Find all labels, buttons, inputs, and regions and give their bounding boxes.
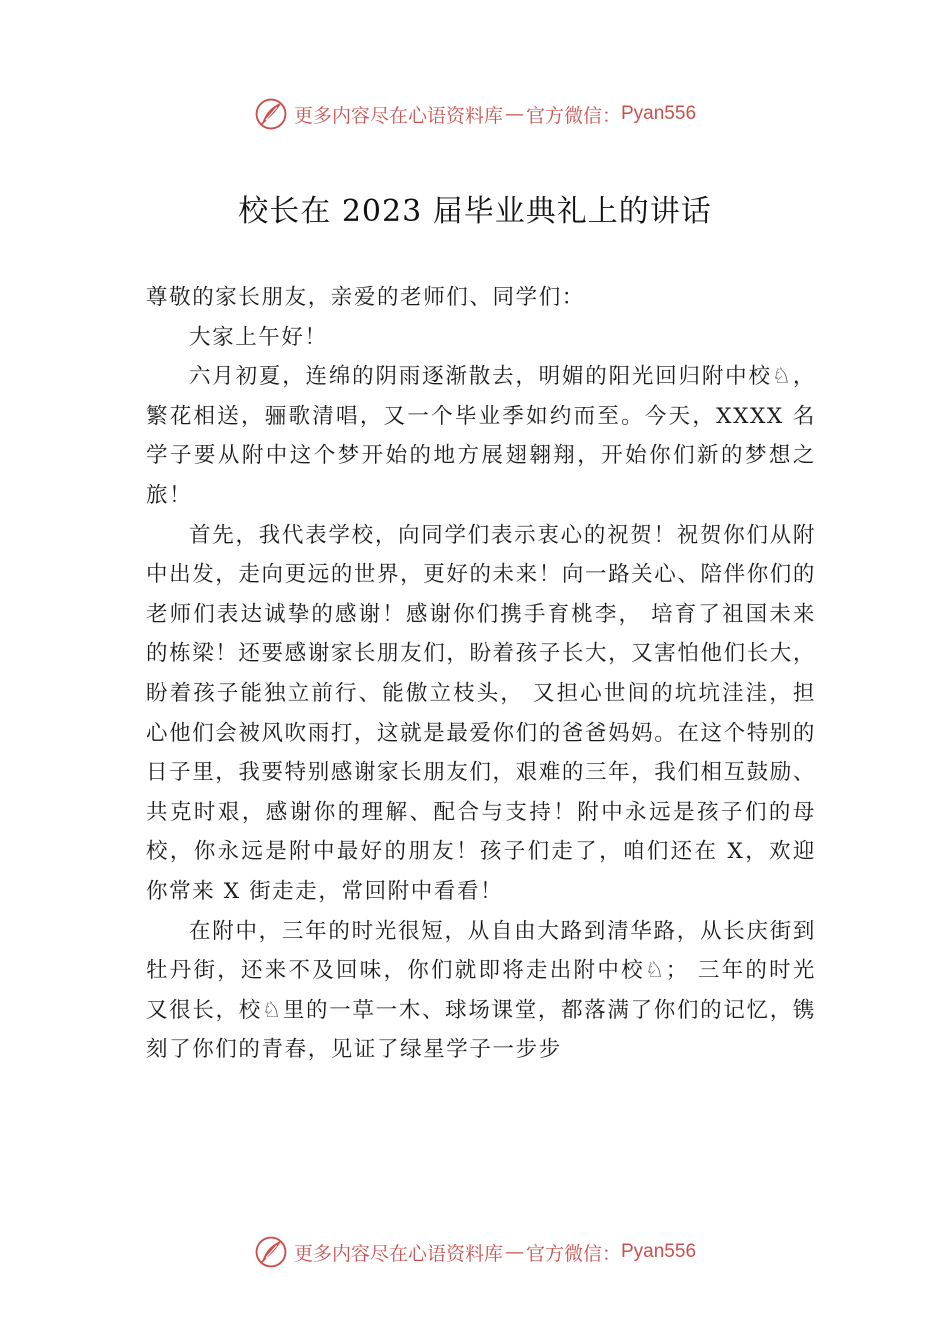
banner-dash: — — [504, 103, 524, 125]
paragraph: 六月初夏，连绵的阴雨逐渐散去，明媚的阳光回归附中校♘，繁花相送，骊歌清唱，又一个毕业季如约而至。今天，XXXX 名学子要从附中这个梦开始的地方展翅翱翔，开始你们新的梦想之旅！ — [146, 364, 816, 508]
document-body — [146, 278, 816, 1070]
header-banner — [0, 96, 950, 132]
feather-pen-logo-icon — [254, 97, 288, 131]
banner-wechat-id: Pyan556 — [621, 103, 697, 124]
document-title: 校长在 2023 届毕业典礼上的讲话 — [238, 194, 712, 229]
banner-text: 更多内容尽在心语资料库 — [293, 104, 503, 127]
banner-text: 更多内容尽在心语资料库 — [293, 1242, 503, 1265]
banner-dash: — — [504, 1241, 524, 1263]
paragraph: 首先，我代表学校，向同学们表示衷心的祝贺！祝贺你们从附中出发，走向更远的世界，更好的未来！向一路关心、陪伴你们的老师们表达诚挚的感谢！感谢你们携手育桃李， 培育了祖国未来的栋梁！还要感谢家长朋友们，盼着孩子长大，又害怕他们长大，盼着孩子能独立前行、能傲立枝头， 又担心世间的坑坑洼洼，担心他们会被风吹雨打，这就是最爱你们的爸爸妈妈。在这个特别的日子里，我要特别感谢家长朋友们，艰难的三年，我们相互鼓励、共克时艰，感谢你的理解、配合与支持！附中永远是孩子们的母校，你永远是附中最好的朋友！孩子们走了，咱们还在 X，欢迎你常来 X 街走走，常回附中看看！ — [146, 522, 816, 904]
paragraph: 在附中，三年的时光很短，从自由大路到清华路，从长庆街到牡丹街，还来不及回味，你们就即将走出附中校♘； 三年的时光又很长，校♘里的一草一木、球场课堂，都落满了你们的记忆，镌刻了你们的青春，见证了绿星学子一步步 — [146, 918, 816, 1063]
banner-wechat-id: Pyan556 — [621, 1241, 697, 1262]
paragraph: 尊敬的家长朋友，亲爱的老师们、同学们： — [146, 285, 585, 310]
banner-label: 官方微信： — [525, 1242, 621, 1265]
paragraph: 大家上午好！ — [189, 324, 328, 350]
footer-banner — [0, 1234, 950, 1270]
banner-label: 官方微信： — [525, 104, 621, 127]
feather-pen-logo-icon — [254, 1235, 288, 1269]
